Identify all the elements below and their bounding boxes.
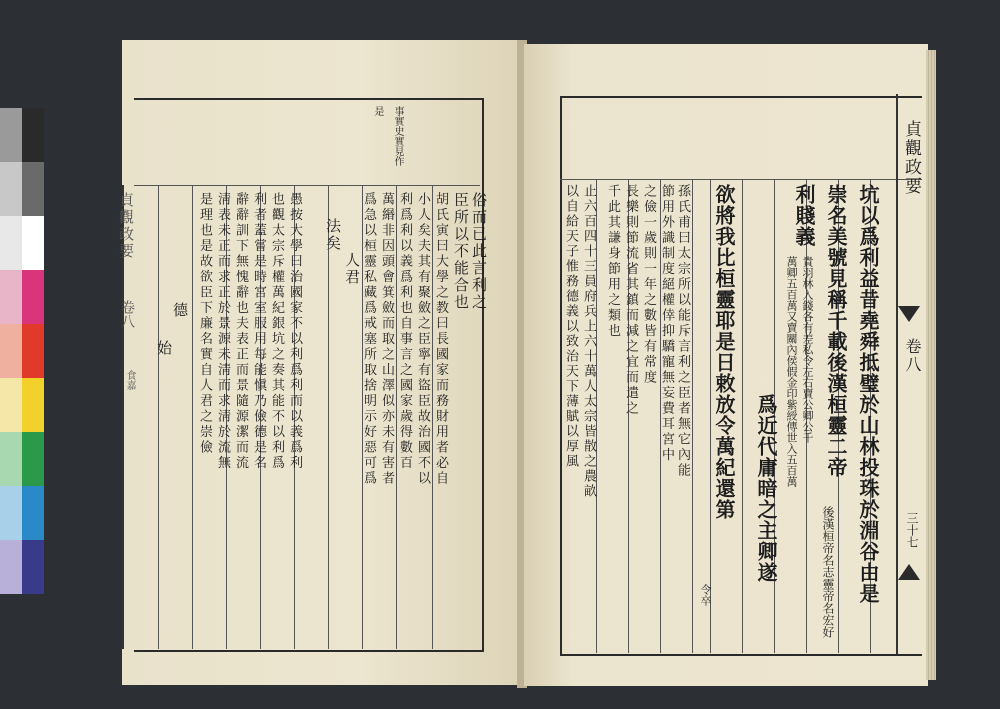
annotation: 令卒 <box>699 584 712 606</box>
text-column: 千此其謙身節用之類也 <box>605 184 620 339</box>
page-number: 三十七 <box>905 512 919 548</box>
text-column: 淸表未正而求正於景源未淸而求淸於流無 <box>215 192 230 471</box>
text-column: 臣所以不能合也 <box>452 192 470 311</box>
text-column: 止六百四十三員府兵上六十萬人太宗皆散之農畝 <box>581 184 596 499</box>
text-column: 人君 <box>343 252 361 286</box>
text-column: 始 <box>155 340 173 357</box>
text-column: 利者蓋嘗是時宮室服用每能愼乃儉德是名 <box>251 192 266 471</box>
right-page <box>524 44 928 686</box>
margin-label: 食嘉 <box>124 370 135 390</box>
text-column: 是理也是故欲臣下廉名實自人君之崇儉 <box>197 192 212 456</box>
running-title: 貞觀政要 <box>901 120 921 196</box>
text-column: 俗而已此言利之 <box>470 192 488 311</box>
annotation: 貴羽林入錢各有差私令左右賣公卿公千 <box>801 256 814 443</box>
fishtail-mark-bottom <box>898 564 920 580</box>
text-column: 孫氏甫曰太宗所以能斥言利之臣者無它內能 <box>675 184 690 479</box>
small-note: 是 <box>372 106 383 116</box>
left-page <box>117 40 520 685</box>
text-column: 利賤義 <box>792 184 816 247</box>
text-column: 崇名美號見稱千載後漢桓靈二帝 <box>824 184 848 478</box>
text-column: 小人矣夫其有聚斂之臣寧有盜臣故治國不以 <box>415 192 430 487</box>
chapter-label: 卷八 <box>903 338 922 374</box>
margin-chapter: 卷八 <box>119 300 135 328</box>
text-column: 之儉一歲則一年之數皆有常度 <box>641 184 656 386</box>
text-column: 欲將我比桓靈耶是日敕放令萬紀還第 <box>712 184 736 520</box>
text-column: 法矣 <box>324 218 342 252</box>
page-edges <box>926 50 936 680</box>
text-column: 利爲利以義爲利也自事言之國家歲得數百 <box>397 192 412 471</box>
text-column: 爲近代庸暗之主卿遂 <box>754 394 778 583</box>
text-column: 也觀太宗斥權萬紀銀坑之奏其能不以利爲 <box>269 192 284 471</box>
text-column: 德 <box>171 302 189 319</box>
text-column: 愚按大學曰治國家不以利爲利而以義爲利 <box>287 192 302 471</box>
margin-title: 貞觀政要 <box>117 192 135 260</box>
annotation: 萬卿五百萬又賣關內侯假金印紫綬傳世入五百萬 <box>785 256 798 487</box>
text-column: 坑以爲利益昔堯舜抵璧於山林投珠於淵谷由是 <box>856 184 880 604</box>
text-column: 以自給天子惟務德義以致治天下薄賦以厚風 <box>563 184 578 469</box>
text-column: 胡氏寅曰大學之教曰長國家而務財用者必自 <box>433 192 448 487</box>
color-calibration-bar <box>0 108 44 594</box>
annotation: 後漢桓帝名志靈帝名宏好 <box>821 506 835 638</box>
text-column: 長樂則節流省其鎮而減之宜而遣之 <box>623 184 638 417</box>
text-column: 辭辭訓下無愧辭也夫表正而景隨源潔而流 <box>233 192 248 471</box>
text-column: 萬緡非因頭會箕斂而取之山澤似亦未有害者 <box>379 192 394 487</box>
text-column: 爲急以桓靈私藏爲戒塞所取捨明示好惡可爲 <box>361 192 376 487</box>
fishtail-mark-top <box>898 306 920 322</box>
small-note: 事實史實見作 <box>392 106 403 166</box>
text-column: 節用外識制度絕權倖抑驕寵無妄費耳宮中 <box>659 184 674 463</box>
